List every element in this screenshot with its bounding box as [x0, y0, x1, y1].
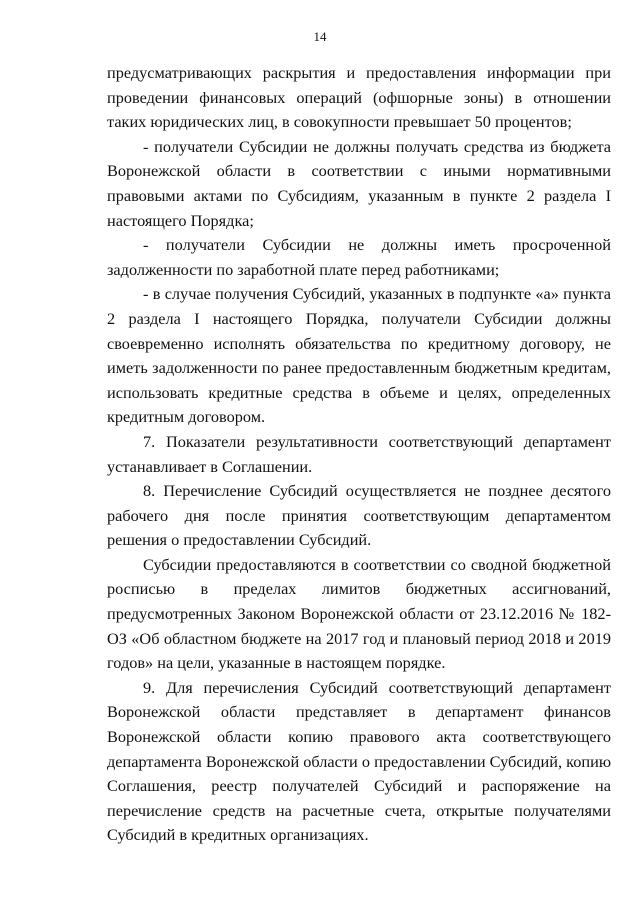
- paragraph-credit-obligations: - в случае получения Субсидий, указанных в подпункте «а» пункта 2 раздела I настоящего Порядка, получатели Субсидии должны своевременно исполнять обязательства по кредитному договору, не иметь задолженности по ранее предоставленным бюджетным кредитам, использовать кредитные средства в объеме и целях, определенных кредитным договором.: [107, 284, 611, 427]
- paragraph-item-9-transfer-documents: 9. Для перечисления Субсидий соответствующий департамент Воронежской области представляет в департамент финансов Воронежской области копию правового акта соответствующего департамента Воронежской области о предоставлении Субсидий, копию Соглашения, реестр получателей Субсидий и распоряжение на перечисление средств на расчетные счета, открытые получателями Субсидий в кредитных организациях.: [107, 677, 611, 845]
- paragraph-no-wage-arrears: - получатели Субсидии не должны иметь просроченной задолженности по заработной плате перед работниками;: [107, 235, 611, 279]
- paragraph-item-7-performance-indicators: 7. Показатели результативности соответствующий департамент устанавливает в Соглашении.: [107, 431, 611, 476]
- paragraph-no-other-budget-funds: - получатели Субсидии не должны получать средства из бюджета Воронежской области в соответствии с иными нормативными правовыми актами по Субсидиям, указанным в пункте 2 раздела I настоящего Порядка;: [107, 136, 611, 230]
- paragraph-offshore-continuation: предусматривающих раскрытия и предоставления информации при проведении финансовых операций (офшорные зоны) в отношении таких юридических лиц, в совокупности превышает 50 процентов;: [107, 63, 611, 132]
- document-body: [107, 61, 611, 848]
- paragraph-item-8-transfer-timing: 8. Перечисление Субсидий осуществляется не позднее десятого рабочего дня после принятия соответствующим департаментом решения о предоставлении Субсидий.: [107, 481, 611, 550]
- page-number: 14: [313, 29, 327, 44]
- paragraph-budget-limits: Субсидии предоставляются в соответствии со сводной бюджетной росписью в пределах лимитов бюджетных ассигнований, предусмотренных Законом Воронежской области от 23.12.2016 № 182-ОЗ «Об областном бюджете на 2017 год и плановый период 2018 и 2019 годов» на цели, указанные в настоящем порядке.: [107, 554, 611, 673]
